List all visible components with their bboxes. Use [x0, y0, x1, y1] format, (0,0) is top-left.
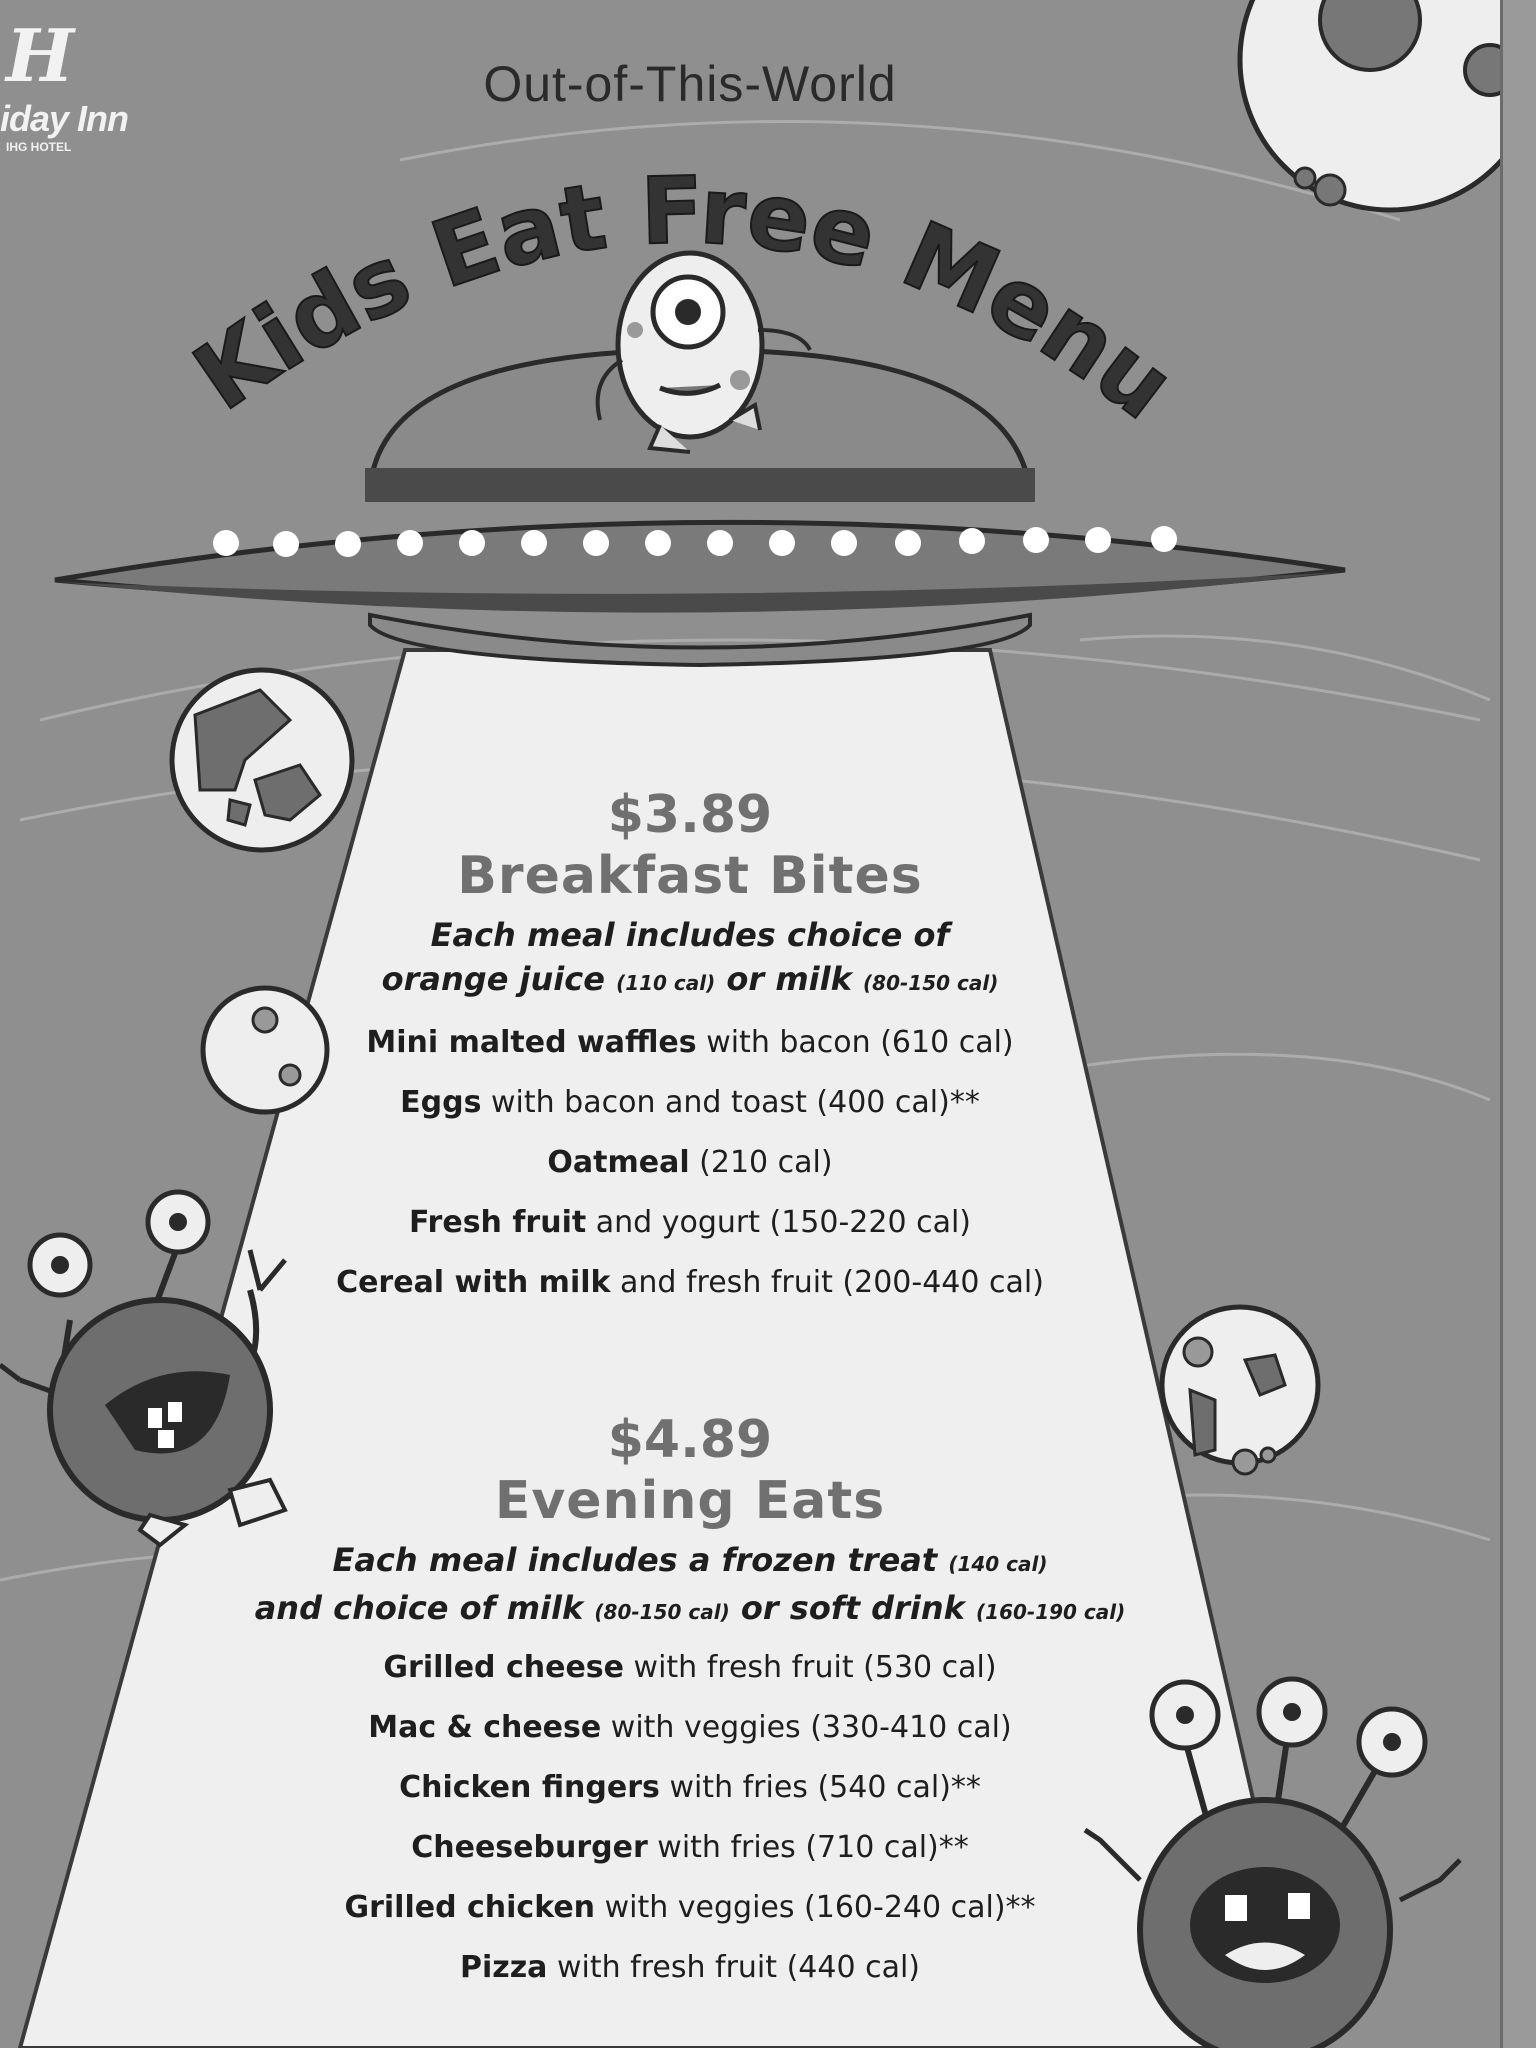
menu-item-detail: with bacon (610 cal): [706, 1025, 1014, 1060]
evening-includes-line-1: [180, 1538, 1200, 1586]
includes-soft-drink: or soft drink: [740, 1589, 965, 1627]
page-edge: [1500, 0, 1536, 2048]
menu-item-name: Chicken fingers: [399, 1770, 660, 1805]
menu-item-detail: with veggies (160-240 cal)**: [604, 1890, 1036, 1925]
menu-item: [180, 1073, 1200, 1133]
menu-item-name: Cereal with milk: [336, 1265, 611, 1300]
menu-item-name: Mini malted waffles: [366, 1025, 697, 1060]
menu-item-name: Eggs: [400, 1085, 482, 1120]
evening-section: [180, 1410, 1200, 1998]
menu-item-detail: (210 cal): [699, 1145, 833, 1180]
breakfast-section: [180, 785, 1200, 1313]
breakfast-includes-line-1: Each meal includes choice of: [430, 916, 950, 954]
includes-milk: and choice of milk: [254, 1589, 584, 1627]
menu-item-name: Grilled chicken: [344, 1890, 596, 1925]
evening-title: Evening Eats: [494, 1471, 886, 1531]
menu-kicker: Out-of-This-World: [483, 56, 897, 112]
breakfast-includes: [180, 913, 1200, 1005]
includes-milk-cal: (80-150 cal): [594, 1600, 730, 1624]
menu-item: [180, 1253, 1200, 1313]
menu-item: [180, 1013, 1200, 1073]
menu-item: [180, 1818, 1200, 1878]
menu-item-name: Mac & cheese: [368, 1710, 602, 1745]
evening-item-list: [180, 1638, 1200, 1998]
menu-item-detail: with veggies (330-410 cal): [610, 1710, 1012, 1745]
menu-title: Kids Eat Free Menu: [175, 156, 1193, 441]
evening-includes-line-2: [180, 1586, 1200, 1634]
menu-item-name: Cheeseburger: [411, 1830, 648, 1865]
includes-milk: or milk: [726, 960, 852, 998]
logo-mark: H: [6, 13, 75, 98]
menu-item: [180, 1193, 1200, 1253]
breakfast-price: $3.89: [607, 785, 773, 845]
breakfast-includes-line-2: [180, 957, 1200, 1005]
menu-item: [180, 1133, 1200, 1193]
includes-milk-cal: (80-150 cal): [863, 971, 999, 995]
evening-price: $4.89: [607, 1410, 773, 1470]
menu-item-detail: with fries (710 cal)**: [657, 1830, 969, 1865]
menu-item-detail: and fresh fruit (200-440 cal): [620, 1265, 1044, 1300]
menu-item: [180, 1878, 1200, 1938]
menu-item-detail: with fresh fruit (440 cal): [556, 1950, 920, 1985]
includes-treat: Each meal includes a frozen treat: [332, 1541, 938, 1579]
menu-item-name: Oatmeal: [547, 1145, 690, 1180]
breakfast-item-list: [180, 1013, 1200, 1313]
menu-item-detail: and yogurt (150-220 cal): [595, 1205, 972, 1240]
menu-item: [180, 1698, 1200, 1758]
breakfast-title: Breakfast Bites: [457, 846, 923, 906]
menu-item: [180, 1758, 1200, 1818]
logo-name: iday Inn: [0, 98, 129, 139]
menu-item-detail: with fresh fruit (530 cal): [633, 1650, 997, 1685]
menu-item-detail: with bacon and toast (400 cal)**: [491, 1085, 980, 1120]
includes-treat-cal: (140 cal): [948, 1552, 1048, 1576]
includes-juice-cal: (110 cal): [616, 971, 716, 995]
evening-includes: [180, 1538, 1200, 1634]
ufo-band: [365, 468, 1035, 502]
includes-juice: orange juice: [381, 960, 605, 998]
menu-item: [180, 1938, 1200, 1998]
menu-item-name: Pizza: [459, 1950, 548, 1985]
menu-item-name: Fresh fruit: [408, 1205, 587, 1240]
includes-soft-drink-cal: (160-190 cal): [976, 1600, 1126, 1624]
menu-item-name: Grilled cheese: [383, 1650, 624, 1685]
menu-item: [180, 1638, 1200, 1698]
menu-item-detail: with fries (540 cal)**: [669, 1770, 981, 1805]
logo-sub: IHG HOTEL: [6, 140, 72, 154]
